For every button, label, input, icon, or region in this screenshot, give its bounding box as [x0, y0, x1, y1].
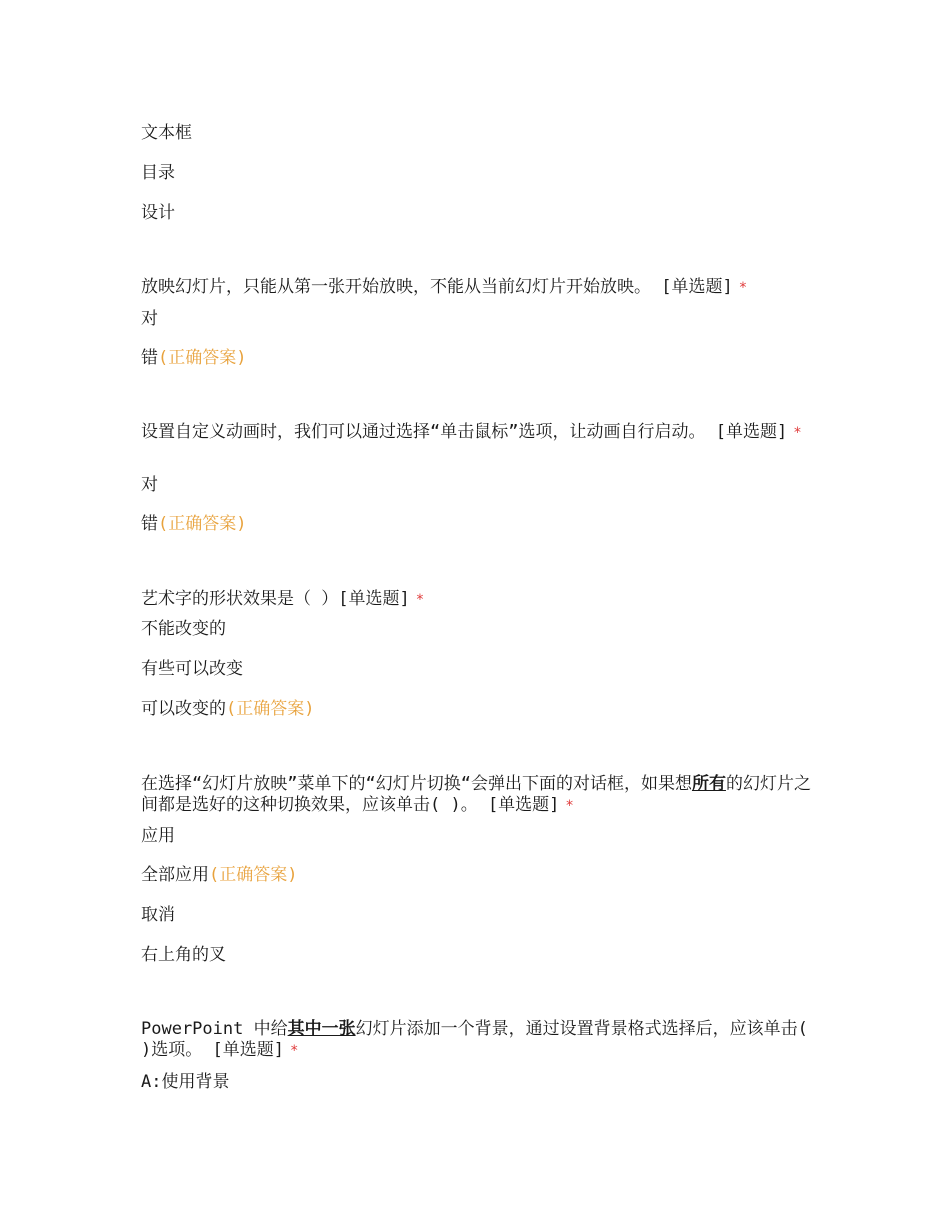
q4-option-apply[interactable]: 应用	[141, 826, 175, 846]
q3-option-1[interactable]: 不能改变的	[141, 619, 226, 639]
q4-option-close[interactable]: 右上角的叉	[141, 945, 226, 965]
question-5	[141, 1019, 813, 1062]
question-2-text: 设置自定义动画时，我们可以通过选择“单击鼠标”选项，让动画自行启动。 [单选题]	[141, 422, 788, 442]
required-star: *	[793, 425, 802, 441]
required-star: *	[289, 1043, 299, 1059]
option-label: 全部应用	[141, 865, 209, 885]
question-2	[141, 422, 813, 444]
option-label: 可以改变的	[141, 699, 226, 719]
question-4-text-b: 的幻灯片之间都是选好的这种切换效果，应该单击( )。 [单选题]	[141, 774, 811, 815]
question-4-text-a: 在选择“幻灯片放映”菜单下的“幻灯片切换“会弹出下面的对话框，如果想	[141, 774, 692, 794]
option-textbox[interactable]: 文本框	[141, 123, 192, 143]
question-1-text: 放映幻灯片，只能从第一张开始放映，不能从当前幻灯片开始放映。 [单选题]	[141, 277, 733, 297]
question-5-text-b: 幻灯片添加一个背景，通过设置背景格式选择后，应该单击( )选项。 [单选题]	[141, 1019, 808, 1060]
q1-option-false[interactable]	[141, 348, 246, 369]
q2-option-false[interactable]	[141, 514, 246, 535]
q5-option-a[interactable]: A:使用背景	[141, 1072, 230, 1092]
required-star: *	[415, 592, 425, 608]
q3-option-2[interactable]: 有些可以改变	[141, 659, 243, 679]
required-star: *	[565, 798, 574, 814]
question-1	[141, 277, 813, 299]
q2-option-true[interactable]: 对	[141, 475, 158, 495]
correct-answer-tag: (正确答案)	[158, 348, 247, 368]
q1-option-true[interactable]: 对	[141, 309, 158, 329]
q4-option-apply-all[interactable]	[141, 865, 297, 886]
question-3-text: 艺术字的形状效果是（ ）[单选题]	[141, 589, 410, 609]
option-label: 错	[141, 348, 158, 368]
q3-option-3[interactable]	[141, 699, 314, 720]
q4-option-cancel[interactable]: 取消	[141, 905, 175, 925]
question-4-emphasis: 所有	[691, 774, 726, 794]
question-5-emphasis: 其中一张	[287, 1019, 356, 1039]
correct-answer-tag: (正确答案)	[158, 514, 247, 534]
required-star: *	[738, 280, 748, 296]
question-3	[141, 589, 813, 611]
option-design[interactable]: 设计	[141, 203, 175, 223]
question-4	[141, 774, 813, 817]
correct-answer-tag: (正确答案)	[209, 865, 298, 885]
question-5-text-a: PowerPoint 中给	[141, 1019, 288, 1039]
option-contents[interactable]: 目录	[141, 163, 175, 183]
correct-answer-tag: (正确答案)	[226, 699, 315, 719]
option-label: 错	[141, 514, 158, 534]
